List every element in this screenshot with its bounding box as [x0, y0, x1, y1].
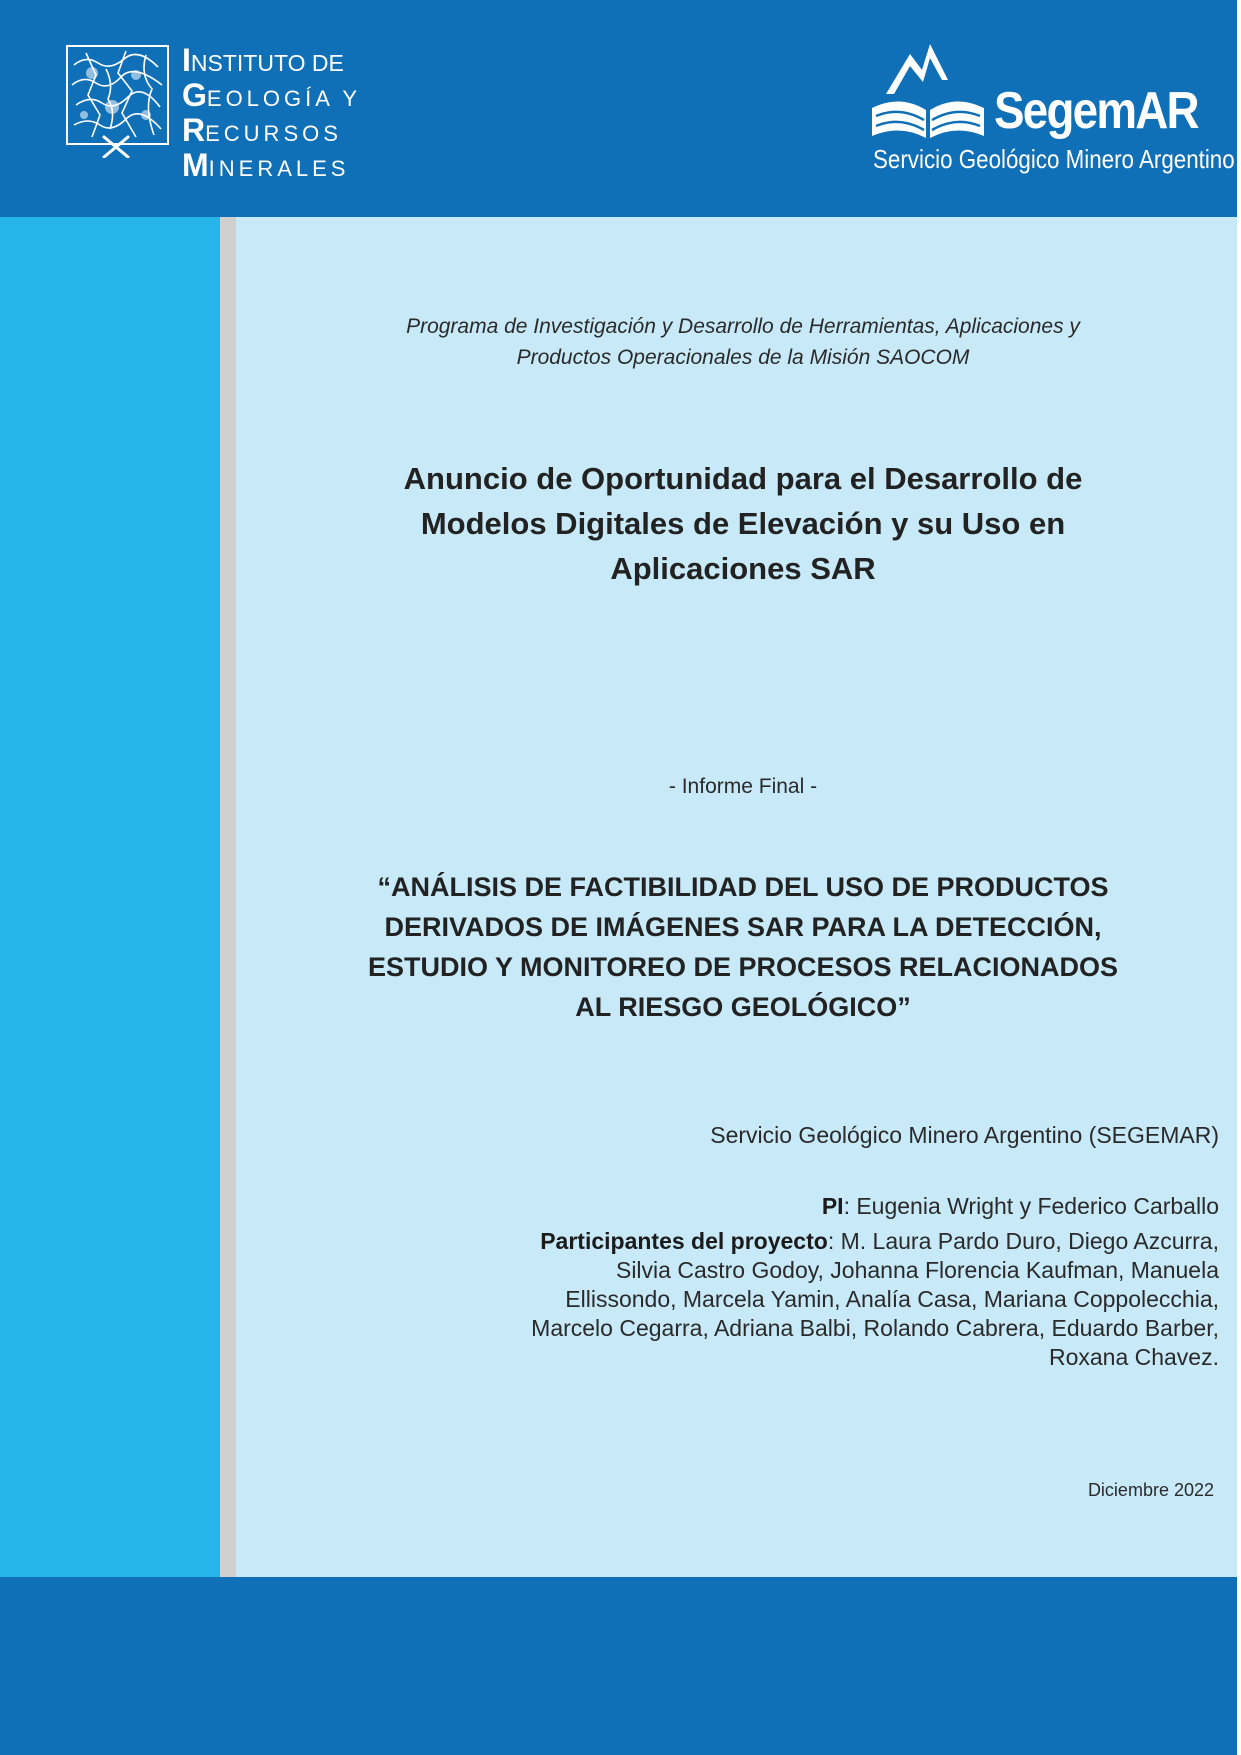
- pi-line: [519, 1192, 1219, 1221]
- left-cyan-band: [0, 217, 220, 1577]
- main-title-line: Modelos Digitales de Elevación y su Uso en: [420, 506, 1066, 541]
- igrm-logo-text: [182, 42, 362, 186]
- page-edge: [1237, 0, 1241, 1755]
- project-title-line: DERIVADOS DE IMÁGENES SAR PARA LA DETECCIÓN,: [384, 912, 1102, 942]
- gray-divider-strip: [220, 217, 236, 1577]
- igrm-emblem-logo: [66, 45, 169, 158]
- project-title: [340, 867, 1146, 1027]
- segemar-logo-name: SegemAR: [994, 82, 1198, 140]
- report-date: Diciembre 2022: [1087, 1480, 1214, 1500]
- pi-label: PI: [821, 1193, 844, 1219]
- main-title: [340, 456, 1146, 591]
- project-title-line: AL RIESGO GEOLÓGICO”: [575, 992, 911, 1022]
- igrm-initial: M: [182, 147, 209, 183]
- main-title-line: Anuncio de Oportunidad para el Desarrollo de: [403, 461, 1083, 496]
- program-line: Productos Operacionales de la Misión SAOCOM: [516, 346, 970, 369]
- pi-value: : Eugenia Wright y Federico Carballo: [843, 1193, 1219, 1219]
- igrm-initial: G: [182, 77, 207, 113]
- participants-value: : M. Laura Pardo Duro, Diego Azcurra, Silvia Castro Godoy, Johanna Florencia Kaufman, Manuela Ellissondo, Marcela Yamin, Analía Casa, Mariana Coppolecchia, Marcelo Cegarra, Adriana Balbi, Rolando Cabrera, Eduardo Barber, Roxana Chavez.: [531, 1228, 1219, 1370]
- igrm-word: NSTITUTO DE: [190, 50, 344, 76]
- igrm-word: INERALES: [208, 156, 350, 181]
- main-title-line: Aplicaciones SAR: [610, 551, 876, 586]
- organization: Servicio Geológico Minero Argentino (SEGEMAR): [710, 1122, 1219, 1148]
- igrm-word: EOLOGÍA Y: [206, 86, 362, 111]
- segemar-book-mountain-icon: [868, 40, 988, 142]
- footer-band: [0, 1577, 1241, 1755]
- participants-line: [519, 1227, 1219, 1372]
- project-title-line: ESTUDIO Y MONITOREO DE PROCESOS RELACIONADOS: [367, 952, 1119, 982]
- program-subtitle: [340, 311, 1146, 373]
- report-type: - Informe Final -: [668, 775, 818, 798]
- segemar-logo-subtitle: Servicio Geológico Minero Argentino: [873, 144, 1235, 174]
- program-line: Programa de Investigación y Desarrollo de Herramientas, Aplicaciones y: [406, 315, 1080, 338]
- igrm-initial: R: [182, 112, 206, 148]
- igrm-word: ECURSOS: [205, 121, 342, 146]
- participants-label: Participantes del proyecto: [540, 1228, 828, 1254]
- igrm-initial: I: [182, 42, 191, 78]
- project-title-line: “ANÁLISIS DE FACTIBILIDAD DEL USO DE PRODUCTOS: [377, 872, 1109, 902]
- credits-block: [519, 1192, 1219, 1372]
